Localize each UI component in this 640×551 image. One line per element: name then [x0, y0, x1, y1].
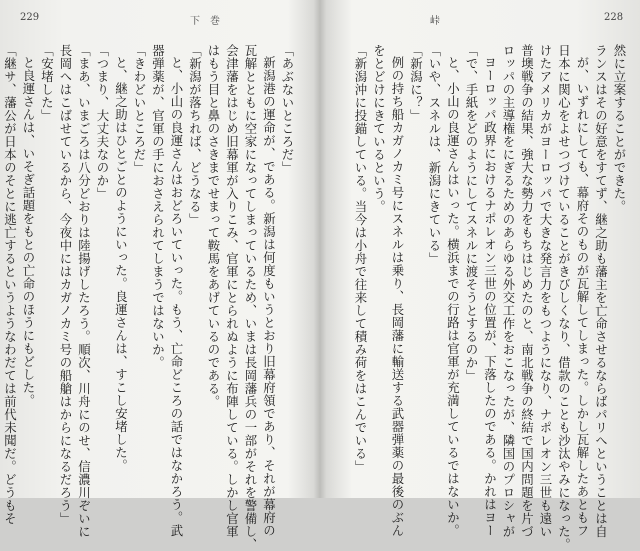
text-line: 器弾薬が、官軍の手におさえられてしまうではないか。	[150, 44, 166, 369]
text-line: 「あぶないところだ」	[280, 44, 295, 174]
text-line: 「新潟沖に投錨している。当今は小舟で往来して積み荷をはこんでいる」	[353, 44, 368, 473]
right-page	[320, 0, 640, 551]
text-line: 「新潟が落ちれば、どうなる」	[187, 44, 203, 226]
text-line: 然に立案することができた。	[612, 44, 627, 213]
left-page-number: 229	[20, 12, 40, 23]
text-line: 新潟港の運命が、である。新潟は何度もいうとおり旧幕府領であり、それが幕府の	[261, 56, 277, 538]
right-page-text	[342, 44, 628, 551]
text-line: 日本に関心をよせつづけていることがきびしくなり、借款のことも沙汰やみになった。	[556, 44, 572, 551]
text-line: 瓦解とともに空家になってしまっているため、いまは長岡藩兵の一部がそれを警備し、	[243, 44, 258, 551]
text-line: ロッパの主導権をにぎるためのあらゆる外交工作をおこなったが、隣国のプロシャが	[501, 44, 516, 538]
left-page-text	[2, 44, 296, 551]
text-line: 「きわどいところだ」	[132, 44, 147, 174]
right-page-number: 228	[604, 12, 624, 23]
left-page-header	[0, 8, 320, 28]
text-line: ヨーロッパ政界におけるナポレオン三世の位置が、下落したのである。かれはヨー	[482, 56, 498, 538]
text-line: 「つまり、大丈夫なのか」	[95, 44, 110, 200]
text-line: 「継サ、藩公が日本のそとに逃亡するというようなわだては前代未聞だ。どうもそ	[2, 44, 18, 525]
text-line: はもう目と鼻のさきまでせまって鞍馬をあげているのである。	[206, 44, 221, 408]
text-line: と、小山の良運さんはいった。横浜までの行路は官軍が充満しているではないか。	[445, 56, 461, 538]
text-line: 「安堵した」	[39, 44, 55, 122]
right-running-title: 峠	[430, 16, 440, 27]
text-line: と、小山の良運さんはおどろいていった。もう、亡命どころの話ではなかろう。武	[169, 56, 184, 538]
text-line: 「で、手紙をどのようにしてスネルに渡そうとするのか」	[464, 44, 479, 382]
text-line: をとどけにきているという。	[371, 44, 387, 213]
text-line: 会津藩をはじめ旧幕軍が入りこみ、官軍にとられぬように布陣している。しかし官軍	[224, 44, 240, 538]
text-line: ランスはその好意をすてず、継之助も藩主を亡命させるならばパリへということは自	[593, 44, 609, 538]
text-line: けたアメリカがヨーロッパで大きな発言力をもつようになり、ナポレオン三世も遠い	[538, 44, 553, 538]
text-line: と良運さんは、いそぎ話題をもとの亡命のほうにもどした。	[21, 56, 36, 408]
text-line: 「新潟に？」	[408, 44, 424, 122]
text-line: が、いずれにしても、幕府そのものが瓦解してしまった。しかし瓦解したあともフ	[575, 56, 590, 538]
text-line: 「いや、スネルは、新潟にきている」	[427, 44, 442, 265]
left-running-title: 下 巻	[190, 16, 220, 27]
text-line: 「まあ、いまごろは八分どおりは陸揚げしたろう。順次、川舟にのせ、信濃川ぞいに	[76, 44, 92, 538]
text-line: 例の持ち船カガノカミ号にスネルは乗り、長岡藩に輸送する武器弾薬の最後のぶん	[390, 56, 405, 538]
right-page-header	[320, 8, 640, 28]
text-line: と、継之助はひとごとのようにいった。良運さんは、すこし安堵した。	[113, 56, 129, 473]
text-line: 普墺戦争の結果、強大な勢力をもちはじめたのと、南北戦争の終結で国内問題を片づ	[519, 44, 535, 538]
text-line: 長岡へはこばせているから、今夜中にはカガノカミ号の船艙はからになるだろう」	[58, 44, 73, 525]
